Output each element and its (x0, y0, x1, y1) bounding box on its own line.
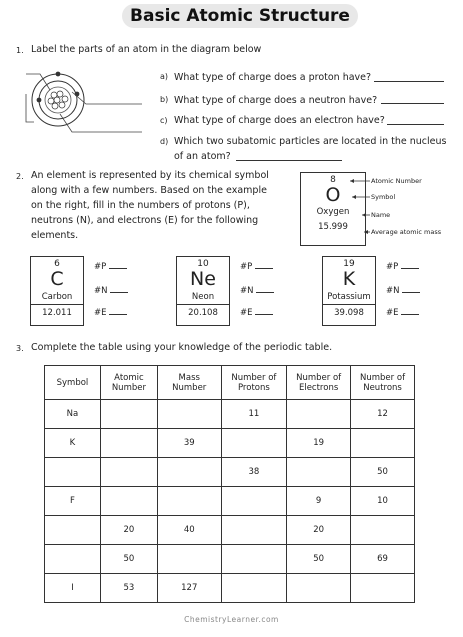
neon-neutrons-line[interactable] (256, 292, 274, 293)
atomic-number: 6 (54, 259, 60, 269)
element-symbol: K (342, 268, 356, 290)
table-cell[interactable]: 50 (351, 458, 415, 487)
table-cell[interactable]: 10 (351, 487, 415, 516)
table-cell[interactable] (45, 458, 101, 487)
table-cell[interactable] (157, 400, 221, 429)
protons-label: #P (386, 262, 399, 272)
q1c-letter: c) (160, 116, 168, 125)
header-symbol (45, 366, 101, 400)
table-cell[interactable] (351, 516, 415, 545)
table-row (45, 545, 415, 574)
element-box-neon (176, 256, 230, 326)
element-symbol: Ne (190, 268, 216, 290)
table-cell[interactable] (221, 516, 287, 545)
label-name: Name (371, 211, 391, 219)
table-cell[interactable]: K (45, 429, 101, 458)
example-symbol: O (325, 184, 341, 206)
example-arrows (340, 176, 374, 240)
header-text: Neutrons (363, 382, 402, 393)
table-cell[interactable] (45, 545, 101, 574)
label-symbol: Symbol (371, 193, 396, 201)
table-cell[interactable] (157, 487, 221, 516)
table-cell[interactable] (221, 429, 287, 458)
table-cell[interactable] (287, 400, 351, 429)
header-text: Number of (296, 372, 342, 383)
atomic-number: 19 (343, 259, 355, 269)
table-cell[interactable] (100, 400, 157, 429)
element-mass: 20.108 (177, 304, 229, 318)
q1b-answer-line[interactable] (381, 103, 444, 104)
table-cell[interactable]: I (45, 574, 101, 603)
table-cell[interactable]: 20 (287, 516, 351, 545)
table-cell[interactable] (221, 487, 287, 516)
q1d-text2: of an atom? (174, 151, 231, 162)
neon-protons-line[interactable] (255, 268, 273, 269)
table-cell[interactable] (45, 516, 101, 545)
example-atomic-number: 8 (330, 175, 336, 185)
table-row (45, 429, 415, 458)
element-box-carbon (30, 256, 84, 326)
element-name: Carbon (41, 292, 73, 302)
header-text: Electrons (298, 382, 339, 393)
table-cell[interactable]: 53 (100, 574, 157, 603)
atom-icon (32, 72, 84, 126)
footer-credit: ChemistryLearner.com (184, 615, 279, 624)
q1-text: Label the parts of an atom in the diagram below (31, 44, 262, 55)
table-cell[interactable]: 69 (351, 545, 415, 574)
table-row (45, 574, 415, 603)
carbon-electrons-line[interactable] (109, 314, 127, 315)
header-text: Mass (178, 372, 200, 383)
table-cell[interactable]: 50 (100, 545, 157, 574)
element-name: Neon (191, 292, 215, 302)
table-cell[interactable]: 12 (351, 400, 415, 429)
q2-line: along with a few numbers. Based on the example (31, 185, 267, 196)
element-box-potassium (322, 256, 376, 326)
table-cell[interactable]: Na (45, 400, 101, 429)
q1a-text: What type of charge does a proton have? (174, 72, 372, 83)
table-cell[interactable] (100, 429, 157, 458)
page-title: Basic Atomic Structure (122, 4, 358, 28)
table-row (45, 487, 415, 516)
potassium-fill (386, 262, 420, 318)
table-cell[interactable] (287, 458, 351, 487)
electrons-label: #E (94, 308, 107, 318)
header-protons (221, 366, 287, 400)
protons-label: #P (94, 262, 107, 272)
q1d-letter: d) (160, 137, 169, 146)
atomic-number: 10 (197, 259, 209, 269)
table-cell[interactable] (157, 545, 221, 574)
element-mass: 12.011 (31, 304, 83, 318)
carbon-protons-line[interactable] (109, 268, 127, 269)
carbon-neutrons-line[interactable] (110, 292, 128, 293)
element-symbol: C (50, 268, 64, 290)
table-cell[interactable] (351, 429, 415, 458)
table-cell[interactable]: 20 (100, 516, 157, 545)
header-text: Number (111, 382, 146, 393)
q1b-letter: b) (160, 95, 169, 104)
q3-number: 3. (16, 344, 24, 353)
q1c-text: What type of charge does an electron have? (174, 115, 385, 126)
atom-diagram (12, 64, 147, 144)
header-text: Symbol (56, 377, 89, 388)
q1d-answer-line[interactable] (236, 160, 342, 161)
header-text: Number of (231, 372, 277, 383)
neutrons-label: #N (386, 286, 400, 296)
neon-fill (240, 262, 274, 318)
q2-line: An element is represented by its chemical symbol (31, 170, 269, 181)
header-neutrons (351, 366, 415, 400)
table-cell[interactable]: 40 (157, 516, 221, 545)
table-row (45, 400, 415, 429)
neutrons-label: #N (240, 286, 254, 296)
table-row (45, 516, 415, 545)
potassium-neutrons-line[interactable] (402, 292, 420, 293)
q2-text (31, 168, 296, 243)
table-cell[interactable] (157, 458, 221, 487)
potassium-electrons-line[interactable] (401, 314, 419, 315)
example-name: Oxygen (316, 207, 350, 217)
table-cell[interactable] (100, 487, 157, 516)
table-cell[interactable]: 127 (157, 574, 221, 603)
label-atomic-number: Atomic Number (371, 177, 422, 185)
header-electrons (287, 366, 351, 400)
table-header-row (45, 366, 415, 400)
neutrons-label: #N (94, 286, 108, 296)
q1a-letter: a) (160, 72, 169, 81)
header-text: Protons (237, 382, 270, 393)
q2-number: 2. (16, 172, 24, 181)
carbon-fill (94, 262, 128, 318)
table-cell[interactable] (221, 574, 287, 603)
q1b-text: What type of charge does a neutron have? (174, 95, 378, 106)
table-cell[interactable] (100, 458, 157, 487)
q1d-text: Which two subatomic particles are located in the nucleus (174, 136, 447, 147)
label-average-atomic-mass: Average atomic mass (371, 228, 442, 236)
neon-electrons-line[interactable] (255, 314, 273, 315)
table-cell[interactable]: 38 (221, 458, 287, 487)
q2-line: on the right, fill in the numbers of protons (P), (31, 200, 250, 211)
periodic-data-table (44, 365, 415, 603)
table-row (45, 458, 415, 487)
header-text: Atomic (114, 372, 144, 383)
table-cell[interactable] (351, 574, 415, 603)
example-mass: 15.999 (318, 222, 348, 232)
table-cell[interactable] (287, 574, 351, 603)
q1a-answer-line[interactable] (374, 81, 444, 82)
q1c-answer-line[interactable] (387, 124, 444, 125)
electrons-label: #E (240, 308, 253, 318)
header-text: Number (172, 382, 207, 393)
header-atomic-number (100, 366, 157, 400)
q1-number: 1. (16, 46, 24, 55)
element-name: Potassium (327, 292, 371, 302)
protons-label: #P (240, 262, 253, 272)
element-mass: 39.098 (323, 304, 375, 318)
table-cell[interactable]: 50 (287, 545, 351, 574)
electrons-label: #E (386, 308, 399, 318)
table-cell[interactable] (221, 545, 287, 574)
table-cell[interactable]: 9 (287, 487, 351, 516)
table-cell[interactable]: 11 (221, 400, 287, 429)
header-text: Number of (360, 372, 406, 383)
potassium-protons-line[interactable] (401, 268, 419, 269)
q2-line: elements. (31, 230, 79, 241)
table-cell[interactable]: 39 (157, 429, 221, 458)
q3-text: Complete the table using your knowledge of the periodic table. (31, 342, 333, 353)
table-cell[interactable]: 19 (287, 429, 351, 458)
header-mass-number (157, 366, 221, 400)
table-cell[interactable]: F (45, 487, 101, 516)
q2-line: neutrons (N), and electrons (E) for the following (31, 215, 259, 226)
